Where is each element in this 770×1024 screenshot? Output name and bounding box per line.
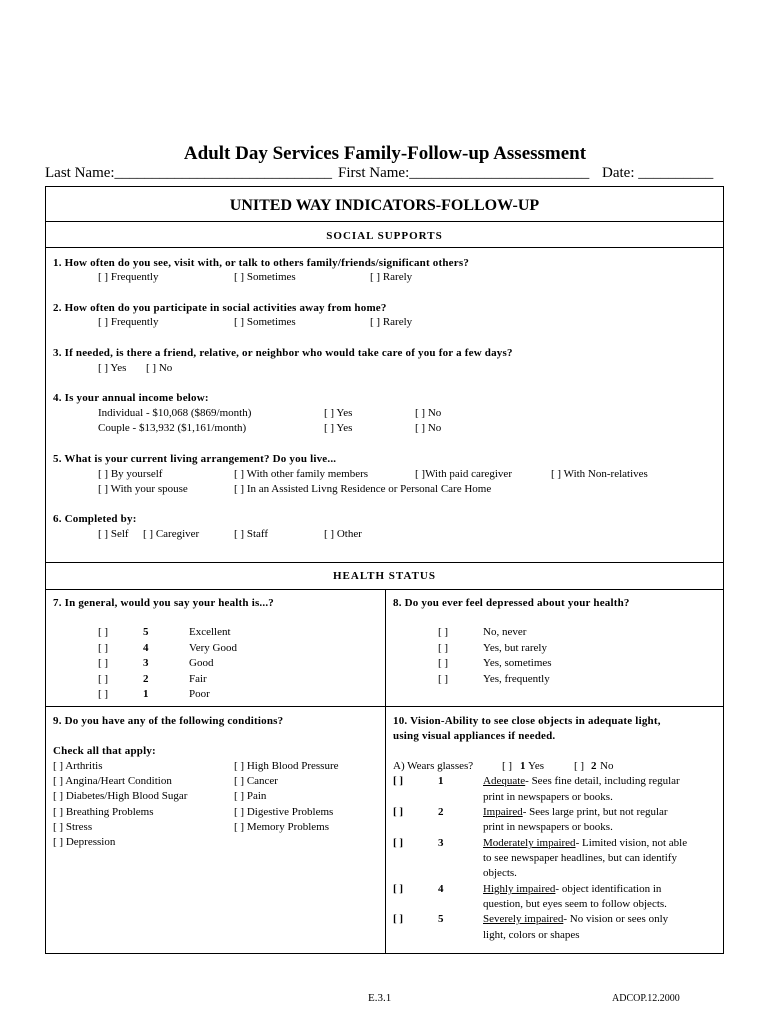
question-3: 3. If needed, is there a friend, relative, or neighbor who would take care of you for a few days? [53, 347, 513, 359]
q8-label: Yes, but rarely [483, 642, 547, 654]
q7-label: Excellent [189, 626, 231, 638]
q2-sometimes-checkbox[interactable]: [ ] Sometimes [234, 316, 296, 328]
q10-checkbox[interactable]: [ ] [393, 837, 404, 849]
q10-glasses-yes-label: Yes [528, 760, 545, 772]
q10-text: - Limited vision, not able [575, 837, 688, 849]
q7-score: 5 [143, 626, 149, 638]
q10-checkbox[interactable]: [ ] [393, 775, 404, 787]
q4-individual-yes-checkbox[interactable]: [ ] Yes [324, 407, 353, 419]
q10-glasses-yes-checkbox[interactable]: [ ] [502, 760, 513, 772]
q10-text: - Sees fine detail, including regular [525, 775, 680, 787]
q7-label: Very Good [189, 642, 237, 654]
q7-checkbox[interactable]: [ ] [98, 626, 109, 638]
q10-term: Moderately impaired [483, 837, 576, 849]
first-name-field[interactable]: First Name:________________________ [338, 165, 590, 181]
question-9: 9. Do you have any of the following conditions? [53, 715, 284, 727]
divider [45, 247, 724, 248]
q10-text: print in newspapers or books. [483, 791, 613, 803]
q1-frequently-checkbox[interactable]: [ ] Frequently [98, 271, 159, 283]
q9-arthritis-checkbox[interactable]: [ ] Arthritis [53, 760, 103, 772]
q10-text: print in newspapers or books. [483, 821, 613, 833]
q4-individual-no-checkbox[interactable]: [ ] No [415, 407, 442, 419]
q5-paid-caregiver-checkbox[interactable]: [ ]With paid caregiver [415, 468, 512, 480]
q10-level: 5 [438, 913, 444, 925]
q10-text: - No vision or sees only [563, 913, 669, 925]
q9-instruction: Check all that apply: [53, 745, 156, 757]
q7-checkbox[interactable]: [ ] [98, 642, 109, 654]
q7-score: 1 [143, 688, 149, 700]
question-1: 1. How often do you see, visit with, or talk to others family/friends/significant others? [53, 257, 470, 269]
q10-glasses-no-label: No [600, 760, 614, 772]
q2-rarely-checkbox[interactable]: [ ] Rarely [370, 316, 413, 328]
q10-level: 1 [438, 775, 444, 787]
page-number: E.3.1 [368, 992, 392, 1004]
q4-couple-no-checkbox[interactable]: [ ] No [415, 422, 442, 434]
q4-couple-label: Couple - $13,932 ($1,161/month) [98, 422, 247, 434]
q7-checkbox[interactable]: [ ] [98, 673, 109, 685]
q6-caregiver-checkbox[interactable]: [ ] Caregiver [143, 528, 200, 540]
q1-sometimes-checkbox[interactable]: [ ] Sometimes [234, 271, 296, 283]
question-4: 4. Is your annual income below: [53, 392, 209, 404]
question-6: 6. Completed by: [53, 513, 137, 525]
divider [45, 562, 724, 563]
q7-score: 3 [143, 657, 149, 669]
q9-depression-checkbox[interactable]: [ ] Depression [53, 836, 116, 848]
health-status-heading: HEALTH STATUS [333, 570, 436, 582]
q4-couple-yes-checkbox[interactable]: [ ] Yes [324, 422, 353, 434]
q4-individual-label: Individual - $10,068 ($869/month) [98, 407, 252, 419]
q8-checkbox[interactable]: [ ] [438, 642, 449, 654]
q10-level: 3 [438, 837, 444, 849]
question-8: 8. Do you ever feel depressed about your health? [393, 597, 630, 609]
q7-label: Good [189, 657, 214, 669]
q5-assisted-living-checkbox[interactable]: [ ] In an Assisted Livng Residence or Personal Care Home [234, 483, 492, 495]
question-10-cont: using visual appliances if needed. [393, 730, 556, 742]
date-field[interactable]: Date: __________ [602, 165, 714, 181]
question-5: 5. What is your current living arrangement? Do you live... [53, 453, 337, 465]
q10-text: - Sees large print, but not regular [522, 806, 668, 818]
q10-text: light, colors or shapes [483, 929, 580, 941]
q9-memory-checkbox[interactable]: [ ] Memory Problems [234, 821, 330, 833]
q10-description [483, 806, 668, 818]
q7-label: Poor [189, 688, 210, 700]
q5-non-relatives-checkbox[interactable]: [ ] With Non-relatives [551, 468, 648, 480]
q10-checkbox[interactable]: [ ] [393, 913, 404, 925]
form-header: UNITED WAY INDICATORS-FOLLOW-UP [229, 197, 540, 214]
q9-angina-checkbox[interactable]: [ ] Angina/Heart Condition [53, 775, 172, 787]
q1-rarely-checkbox[interactable]: [ ] Rarely [370, 271, 413, 283]
page-title: Adult Day Services Family-Follow-up Assessment [183, 143, 587, 164]
q10-glasses-no-checkbox[interactable]: [ ] [574, 760, 585, 772]
q10-text: to see newspaper headlines, but can identify [483, 852, 677, 864]
question-10: 10. Vision-Ability to see close objects in adequate light, [393, 715, 661, 727]
column-divider [385, 589, 386, 954]
q8-checkbox[interactable]: [ ] [438, 657, 449, 669]
question-2: 2. How often do you participate in social activities away from home? [53, 302, 387, 314]
q7-checkbox[interactable]: [ ] [98, 688, 109, 700]
q10-description [483, 883, 661, 895]
q6-other-checkbox[interactable]: [ ] Other [324, 528, 362, 540]
q7-score: 4 [143, 642, 149, 654]
q10-level: 2 [438, 806, 444, 818]
q5-by-yourself-checkbox[interactable]: [ ] By yourself [98, 468, 163, 480]
q7-label: Fair [189, 673, 207, 685]
q9-diabetes-checkbox[interactable]: [ ] Diabetes/High Blood Sugar [53, 790, 188, 802]
q10-glasses-label: A) Wears glasses? [393, 760, 474, 772]
q8-label: No, never [483, 626, 527, 638]
q5-spouse-checkbox[interactable]: [ ] With your spouse [98, 483, 188, 495]
q8-label: Yes, frequently [483, 673, 550, 685]
q9-pain-checkbox[interactable]: [ ] Pain [234, 790, 267, 802]
q10-text: question, but eyes seem to follow objects. [483, 898, 667, 910]
q8-label: Yes, sometimes [483, 657, 552, 669]
q7-checkbox[interactable]: [ ] [98, 657, 109, 669]
q10-checkbox[interactable]: [ ] [393, 806, 404, 818]
q9-stress-checkbox[interactable]: [ ] Stress [53, 821, 93, 833]
q8-checkbox[interactable]: [ ] [438, 673, 449, 685]
q9-breathing-checkbox[interactable]: [ ] Breathing Problems [53, 806, 154, 818]
social-supports-heading: SOCIAL SUPPORTS [326, 230, 443, 242]
q10-description [483, 913, 668, 925]
q5-family-checkbox[interactable]: [ ] With other family members [234, 468, 369, 480]
q3-yes-checkbox[interactable]: [ ] Yes [98, 362, 127, 374]
q10-glasses-yes-num: 1 [520, 760, 526, 772]
q9-blood-pressure-checkbox[interactable]: [ ] High Blood Pressure [234, 760, 339, 772]
q3-no-checkbox[interactable]: [ ] No [146, 362, 173, 374]
form-code: ADCOP.12.2000 [612, 993, 680, 1004]
q10-checkbox[interactable]: [ ] [393, 883, 404, 895]
q7-score: 2 [143, 673, 149, 685]
q6-self-checkbox[interactable]: [ ] Self [98, 528, 129, 540]
question-7: 7. In general, would you say your health is...? [53, 597, 274, 609]
q9-digestive-checkbox[interactable]: [ ] Digestive Problems [234, 806, 334, 818]
q6-staff-checkbox[interactable]: [ ] Staff [234, 528, 269, 540]
q10-glasses-no-num: 2 [591, 760, 597, 772]
divider [45, 221, 724, 222]
last-name-field[interactable]: Last Name:_____________________________ [45, 165, 333, 181]
q10-term: Severely impaired [483, 913, 564, 925]
q9-cancer-checkbox[interactable]: [ ] Cancer [234, 775, 278, 787]
q10-term: Impaired [483, 806, 523, 818]
q10-description [483, 837, 687, 849]
q2-frequently-checkbox[interactable]: [ ] Frequently [98, 316, 159, 328]
q8-checkbox[interactable]: [ ] [438, 626, 449, 638]
q10-text: - object identification in [555, 883, 662, 895]
q10-description [483, 775, 680, 787]
q10-term: Highly impaired [483, 883, 556, 895]
q10-term: Adequate [483, 775, 526, 787]
q10-text: objects. [483, 867, 517, 879]
q10-level: 4 [438, 883, 444, 895]
